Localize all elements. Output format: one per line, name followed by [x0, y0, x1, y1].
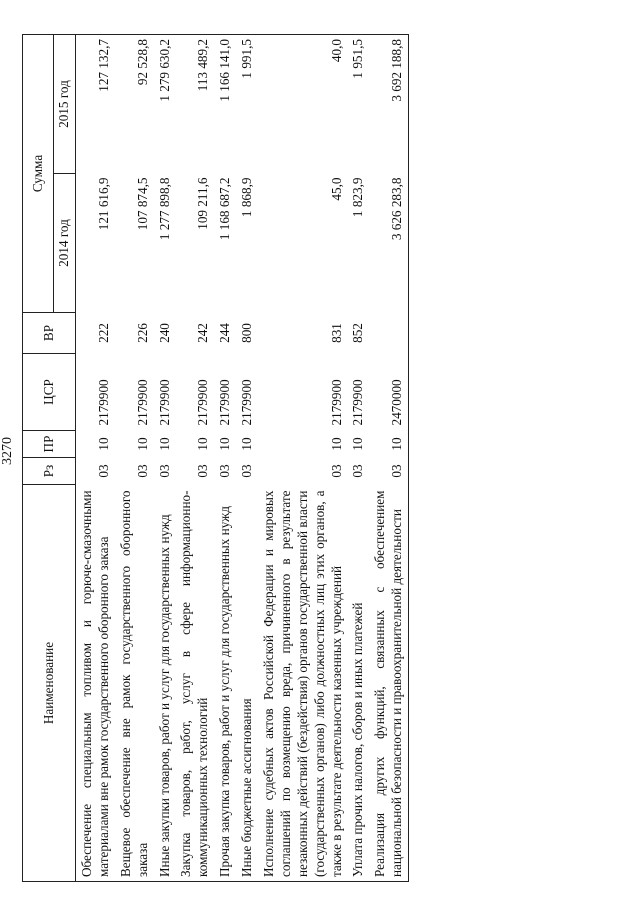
row-rz: 03 — [195, 464, 211, 478]
header-vr: ВР — [23, 313, 76, 354]
row-csr: 2179900 — [350, 379, 366, 426]
row-amount-2015: 1 991,5 — [236, 35, 258, 174]
budget-table — [22, 34, 409, 882]
row-name: Обеспечение специальным топливом и горюче-смазочными материалами вне рамок государственного оборонного заказа — [76, 485, 115, 882]
row-amount-2014: 1 868,9 — [239, 177, 255, 218]
row-vr: 244 — [217, 323, 233, 343]
row-csr: 2179900 — [134, 379, 150, 426]
row-vr — [369, 313, 408, 354]
row-amount-2014: 1 823,9 — [350, 177, 366, 218]
row-amount-2014: 3 626 283,8 — [369, 174, 408, 313]
row-csr: 2470000 — [369, 354, 408, 431]
table-row — [154, 35, 176, 882]
table-row — [175, 35, 214, 882]
row-pr: 10 — [95, 437, 111, 451]
table-row — [214, 35, 236, 882]
row-name: Уплата прочих налогов, сборов и иных платежей — [347, 485, 369, 882]
row-rz: 03 — [156, 464, 172, 478]
row-amount-2015: 113 489,2 — [175, 35, 214, 174]
header-name: Наименование — [23, 485, 76, 882]
header-2014: 2014 год — [54, 174, 76, 313]
table-row — [236, 35, 258, 882]
table-row — [369, 35, 408, 882]
row-amount-2014: 1 168 687,2 — [217, 177, 233, 241]
row-csr: 2179900 — [328, 379, 344, 426]
row-amount-2015: 1 166 141,0 — [214, 35, 236, 174]
row-vr: 240 — [156, 323, 172, 343]
row-pr: 10 — [369, 431, 408, 458]
row-pr: 10 — [239, 437, 255, 451]
table-row — [76, 35, 115, 882]
row-name: Прочая закупка товаров, работ и услуг для государственных нужд — [214, 485, 236, 882]
row-amount-2015: 1 279 630,2 — [154, 35, 176, 174]
row-rz: 03 — [328, 464, 344, 478]
row-amount-2014: 1 277 898,8 — [156, 177, 172, 241]
row-pr: 10 — [350, 437, 366, 451]
row-pr: 10 — [328, 437, 344, 451]
header-csr: ЦСР — [23, 354, 76, 431]
row-vr: 800 — [239, 323, 255, 343]
row-vr: 852 — [350, 323, 366, 343]
row-vr: 222 — [95, 323, 111, 343]
table-row — [347, 35, 369, 882]
row-amount-2015: 3 692 188,8 — [369, 35, 408, 174]
row-name: Закупка товаров, работ, услуг в сфере информационно-коммуникационных технологий — [175, 485, 214, 882]
row-rz: 03 — [134, 464, 150, 478]
row-pr: 10 — [217, 437, 233, 451]
row-rz: 03 — [239, 464, 255, 478]
header-rz: Рз — [23, 458, 76, 485]
row-vr: 831 — [328, 323, 344, 343]
row-amount-2014: 121 616,9 — [95, 177, 111, 231]
row-csr: 2179900 — [217, 379, 233, 426]
row-rz: 03 — [369, 458, 408, 485]
page-number: 3270 — [0, 437, 15, 465]
row-rz: 03 — [217, 464, 233, 478]
header-pr: ПР — [23, 431, 76, 458]
row-pr: 10 — [195, 437, 211, 451]
row-name: Вещевое обеспечение вне рамок государственного оборонного заказа — [115, 485, 154, 882]
table-row — [115, 35, 154, 882]
row-pr: 10 — [134, 437, 150, 451]
row-csr: 2179900 — [95, 379, 111, 426]
row-amount-2014: 107 874,5 — [134, 177, 150, 231]
header-2015: 2015 год — [54, 35, 76, 174]
row-amount-2015: 1 951,5 — [347, 35, 369, 174]
header-sum: Сумма — [23, 35, 54, 313]
row-vr: 242 — [195, 323, 211, 343]
table-row — [258, 35, 347, 882]
row-name: Реализация других функций, связанных с обеспечением национальной безопасности и правоохранительной деятельности — [369, 485, 408, 882]
row-rz: 03 — [350, 464, 366, 478]
row-name: Исполнение судебных актов Российской Федерации и мировых соглашений по возмещению вреда, причиненного в результате незаконных действий (бездействия) органов государственной власти (государственных органов) либо должностных лиц этих органов, а также в результате деятельности казенных учреждений — [258, 485, 347, 882]
row-vr: 226 — [134, 323, 150, 343]
row-csr: 2179900 — [239, 379, 255, 426]
row-csr: 2179900 — [156, 379, 172, 426]
row-amount-2015: 127 132,7 — [76, 35, 115, 174]
table-body — [76, 35, 409, 882]
row-pr: 10 — [156, 437, 172, 451]
row-rz: 03 — [95, 464, 111, 478]
row-amount-2014: 45,0 — [328, 177, 344, 201]
row-name: Иные закупки товаров, работ и услуг для государственных нужд — [154, 485, 176, 882]
row-amount-2014: 109 211,6 — [195, 177, 211, 230]
row-amount-2015: 92 528,8 — [115, 35, 154, 174]
row-amount-2015: 40,0 — [258, 35, 347, 174]
row-csr: 2179900 — [195, 379, 211, 426]
row-name: Иные бюджетные ассигнования — [236, 485, 258, 882]
